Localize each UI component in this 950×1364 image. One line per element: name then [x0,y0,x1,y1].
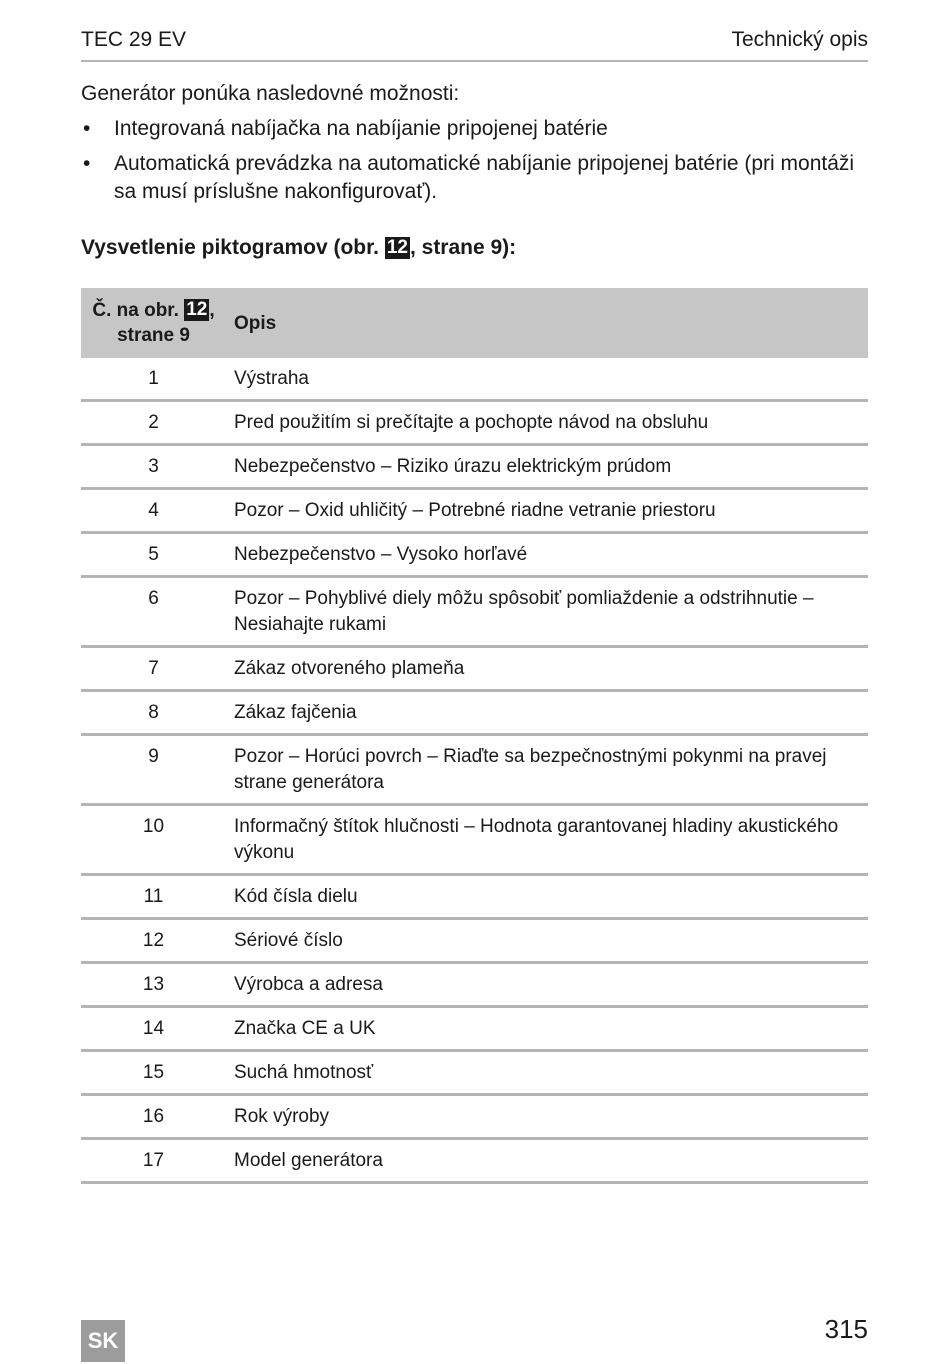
section-heading [81,234,871,262]
row-number: 16 [81,1095,226,1139]
row-description: Model generátora [226,1139,868,1183]
row-description: Informačný štítok hlučnosti – Hodnota garantovanej hladiny akustického výkonu [226,805,868,875]
row-number: 15 [81,1051,226,1095]
table-row [81,1051,868,1095]
row-description: Pozor – Horúci povrch – Riaďte sa bezpečnostnými pokynmi na pravej strane generátora [226,735,868,805]
table-row [81,919,868,963]
table-row [81,489,868,533]
language-tab: SK [81,1320,125,1362]
row-number: 9 [81,735,226,805]
table-row [81,1095,868,1139]
table-row [81,1139,868,1183]
row-number: 5 [81,533,226,577]
section-heading-suffix: , strane 9): [409,236,517,259]
row-number: 8 [81,691,226,735]
column-header-description: Opis [226,288,868,358]
row-number: 11 [81,875,226,919]
intro-text: Generátor ponúka nasledovné možnosti: [81,82,460,105]
chapter-title: Technický opis [731,28,868,51]
row-description: Značka CE a UK [226,1007,868,1051]
figure-number-badge: 12 [186,299,208,320]
page-header [81,28,868,62]
table-row [81,358,868,401]
table-row [81,1007,868,1051]
row-number: 6 [81,577,226,647]
row-description: Sériové číslo [226,919,868,963]
row-number: 1 [81,358,226,401]
row-description: Zákaz otvoreného plameňa [226,647,868,691]
row-description: Kód čísla dielu [226,875,868,919]
row-description: Výstraha [226,358,868,401]
row-description: Zákaz fajčenia [226,691,868,735]
pictogram-table [81,288,868,1184]
row-number: 12 [81,919,226,963]
row-description: Výrobca a adresa [226,963,868,1007]
row-number: 10 [81,805,226,875]
column-header-number: Č. na obr. 12 , strane 9 [81,288,226,358]
page-number: 315 [824,1314,868,1344]
row-description: Nebezpečenstvo – Vysoko horľavé [226,533,868,577]
list-item [81,115,871,143]
row-description: Nebezpečenstvo – Riziko úrazu elektrickým prúdom [226,445,868,489]
table-row [81,691,868,735]
row-number: 4 [81,489,226,533]
row-description: Suchá hmotnosť [226,1051,868,1095]
row-description: Pred použitím si prečítajte a pochopte návod na obsluhu [226,401,868,445]
row-number: 13 [81,963,226,1007]
row-number: 17 [81,1139,226,1183]
list-item-text: Integrovaná nabíjačka na nabíjanie pripojenej batérie [114,117,608,140]
table-header-row [81,288,868,358]
row-number: 2 [81,401,226,445]
table-row [81,401,868,445]
row-description: Rok výroby [226,1095,868,1139]
product-name: TEC 29 EV [81,28,187,51]
list-item-text: Automatická prevádzka na automatické nabíjanie pripojenej batérie (pri montáži sa musí príslušne nakonfigurovať). [114,152,855,203]
table-row [81,875,868,919]
figure-number-badge: 12 [386,237,408,258]
table-row [81,577,868,647]
row-description: Pozor – Pohyblivé diely môžu spôsobiť pomliaždenie a odstrihnutie – Nesiahajte rukami [226,577,868,647]
table-row [81,805,868,875]
list-item [81,150,871,206]
options-list [81,115,871,213]
section-heading-text: Vysvetlenie piktogramov (obr. [81,236,385,259]
row-number: 14 [81,1007,226,1051]
row-number: 7 [81,647,226,691]
bullet-icon: • [83,117,91,140]
table-row [81,445,868,489]
row-number: 3 [81,445,226,489]
table-row [81,963,868,1007]
table-row [81,647,868,691]
table-row [81,735,868,805]
row-description: Pozor – Oxid uhličitý – Potrebné riadne vetranie priestoru [226,489,868,533]
bullet-icon: • [83,152,91,175]
table-row [81,533,868,577]
table-body [81,358,868,1183]
